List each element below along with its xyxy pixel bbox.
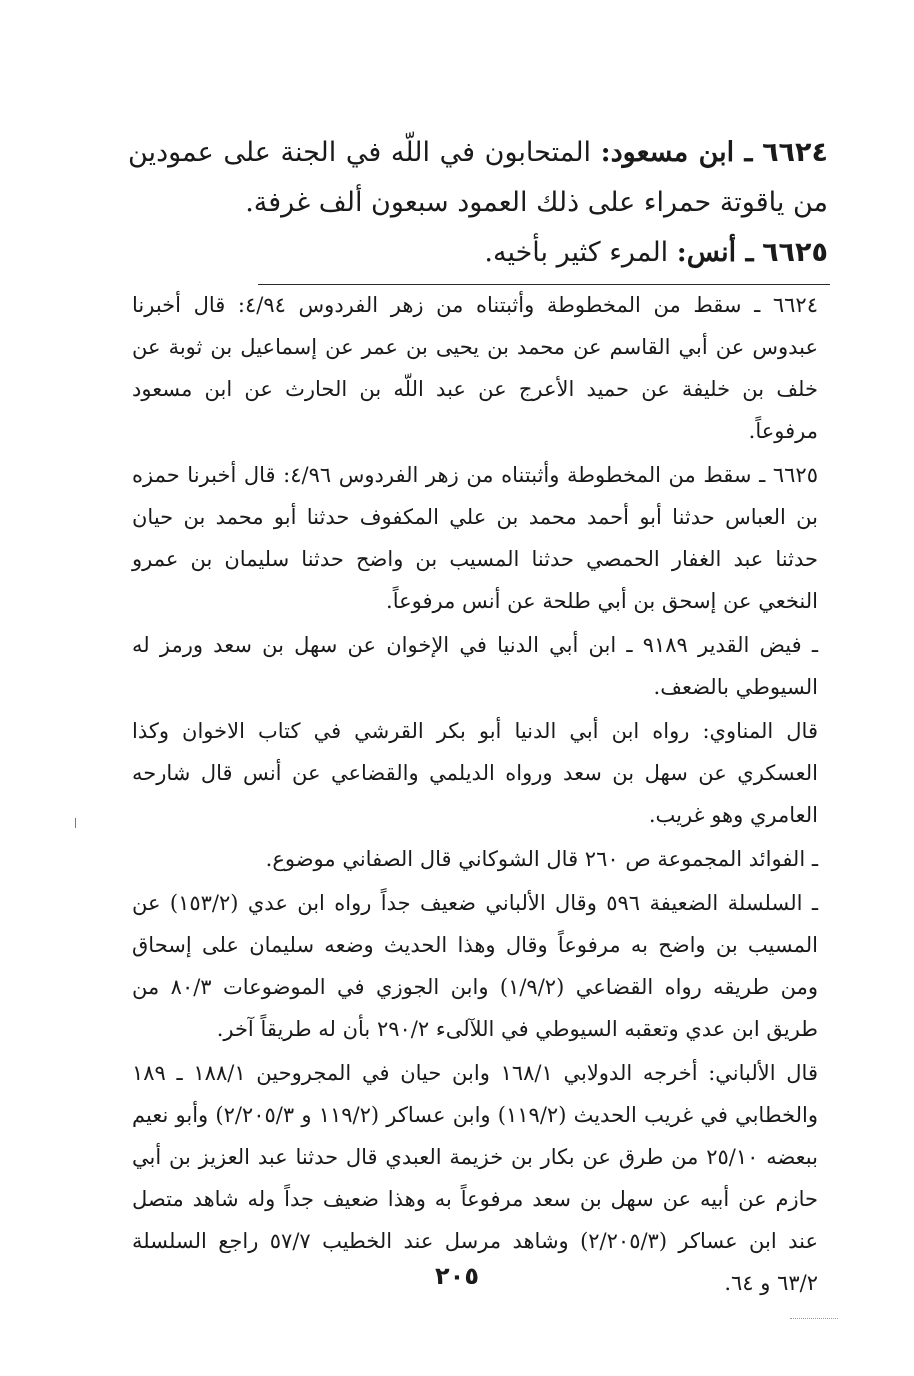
hadith-6624 xyxy=(128,128,828,228)
footnote-munawi: قال المناوي: رواه ابن أبي الدنيا أبو بكر القرشي في كتاب الاخوان وكذا العسكري عن سهل بن سعد ورواه الديلمي والقضاعي عن أنس قال شارحه العامري وهو غريب. xyxy=(132,719,818,827)
hadith-text: المتحابون في اللّه في الجنة على عمودين من ياقوتة حمراء على ذلك العمود سبعون ألف غرفة. xyxy=(128,137,828,218)
footnote-silsila: ـ السلسلة الضعيفة ٥٩٦ وقال الألباني ضعيف جداً رواه ابن عدي (١٥٣/٢) عن المسيب بن واضح به مرفوعاً وقال وهذا الحديث وضعه سليمان على إسحاق ومن طريقه رواه القضاعي (١/٩/٢) وابن الجوزي في الموضوعات ٨٠/٣ من طريق ابن عدي وتعقبه السيوطي في اللآلىء ٢٩٠/٢ بأن له طريقاً آخر. xyxy=(132,891,818,1041)
footnote-6625: ٦٦٢٥ ـ سقط من المخطوطة وأثبتناه من زهر الفردوس ٤/٩٦: قال أخبرنا حمزه بن العباس حدثنا أبو أحمد محمد بن علي المكفوف حدثنا أبو محمد بن حيان حدثنا عبد الغفار الحمصي حدثنا المسيب بن واضح حدثنا سليمان بن عمرو النخعي عن إسحق بن أبي طلحة عن أنس مرفوعاً. xyxy=(132,463,818,613)
hadith-text: المرء كثير بأخيه. xyxy=(484,237,669,268)
hadith-number: ٦٦٢٥ xyxy=(762,237,828,268)
hadith-narrator: ـ ابن مسعود: xyxy=(600,137,753,168)
footnote-fayd-al-qadir: ـ فيض القدير ٩١٨٩ ـ ابن أبي الدنيا في الإخوان عن سهل بن سعد ورمز له السيوطي بالضعف. xyxy=(132,633,819,699)
footnote-albani: قال الألباني: أخرجه الدولابي ١٦٨/١ وابن حيان في المجروحين ١٨٨/١ ـ ١٨٩ والخطابي في غريب الحديث (١١٩/٢) وابن عساكر (١١٩/٢ و ٢/٢٠٥/٣) وأبو نعيم ببعضه ٢٥/١٠ من طرق عن بكار بن خزيمة العبدي قال حدثنا عبد العزيز بن أبي حازم عن أبيه عن سهل بن سعد مرفوعاً به وهذا ضعيف جداً وله شاهد متصل عند ابن عساكر (٢/٢٠٥/٣) وشاهد مرسل عند الخطيب ٥٧/٧ راجع السلسلة ٦٣/٢ و ٦٤. xyxy=(132,1061,818,1295)
hadith-number: ٦٦٢٤ xyxy=(762,137,828,168)
hadith-narrator: ـ أنس: xyxy=(676,237,754,268)
footnotes xyxy=(132,284,818,1306)
page-number: ٢٠٥ xyxy=(435,1262,479,1290)
scan-mark xyxy=(790,1318,838,1319)
main-text xyxy=(128,128,828,278)
margin-mark xyxy=(75,818,76,828)
hadith-6625 xyxy=(128,228,828,278)
footnote-6624: ٦٦٢٤ ـ سقط من المخطوطة وأثبتناه من زهر الفردوس ٤/٩٤: قال أخبرنا عبدوس عن أبي القاسم عن محمد بن يحيى بن عمر عن إسماعيل بن ثوبة عن خلف بن خليفة عن حميد الأعرج عن عبد اللّه بن الحارث عن ابن مسعود مرفوعاً. xyxy=(132,293,818,443)
footnote-fawaid: ـ الفوائد المجموعة ص ٢٦٠ قال الشوكاني قال الصفاني موضوع. xyxy=(265,847,818,871)
